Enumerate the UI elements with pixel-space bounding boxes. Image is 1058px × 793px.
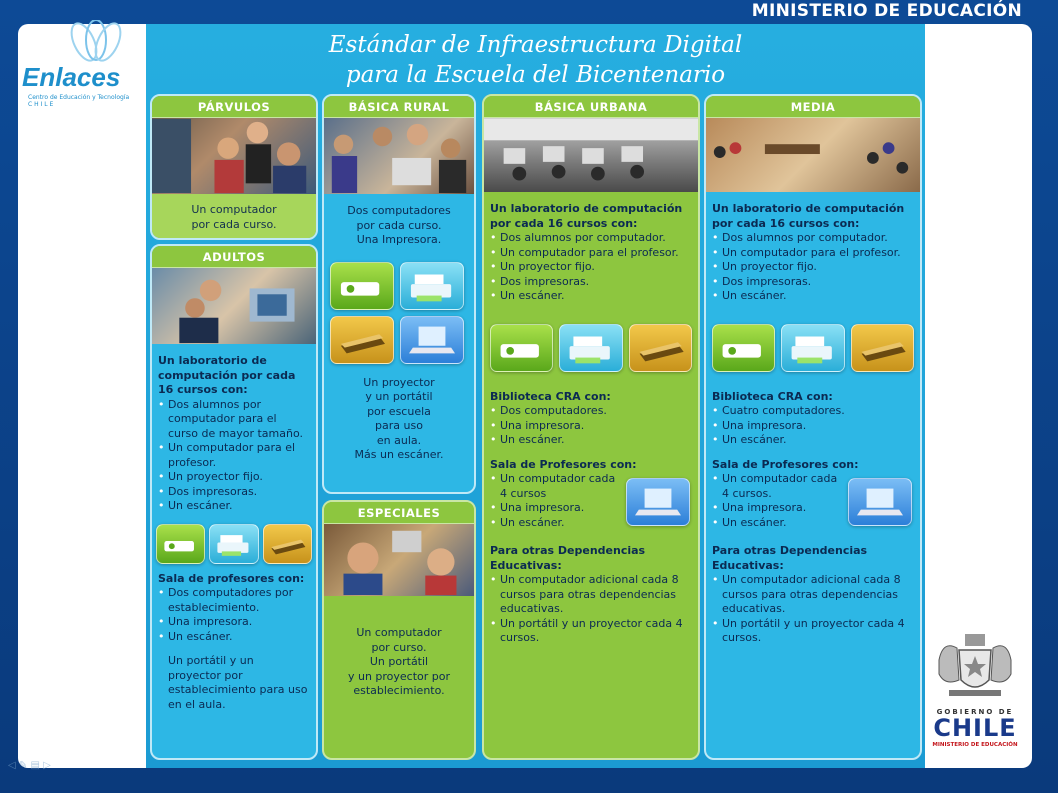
list-item: • Dos computadores por establecimiento. bbox=[158, 586, 310, 615]
scanner-icon bbox=[263, 524, 312, 564]
list-item: • Dos impresoras. bbox=[712, 275, 914, 290]
urbana-cra-list bbox=[490, 404, 692, 448]
especiales-text bbox=[324, 596, 474, 699]
adultos-sala-title: Sala de profesores con: bbox=[158, 571, 305, 585]
poster-title-line1: Estándar de Infraestructura Digital bbox=[328, 32, 743, 58]
list-item: • Un portátil y un proyector cada 4 cursos. bbox=[712, 617, 914, 646]
card-header: PÁRVULOS bbox=[152, 96, 316, 118]
rural-bottom-text bbox=[324, 364, 474, 463]
list-item: • Un proyector fijo. bbox=[712, 260, 914, 275]
rural-text-line: por escuela bbox=[367, 404, 431, 418]
especiales-text-line: por curso. bbox=[371, 640, 427, 654]
projector-icon bbox=[330, 262, 394, 310]
list-item: • Un escáner. bbox=[490, 433, 692, 448]
poster-title-line2: para la Escuela del Bicentenario bbox=[345, 62, 726, 88]
urbana-otras-list bbox=[490, 573, 692, 646]
media-lab-section bbox=[706, 192, 920, 304]
adultos-lab-title: Un laboratorio de computación por cada 16 cursos con: bbox=[158, 354, 296, 396]
media-sala-title: Sala de Profesores con: bbox=[712, 457, 859, 471]
rural-text-line: Un proyector bbox=[363, 375, 435, 389]
rural-equipment-icons bbox=[324, 248, 474, 364]
list-item: • Un escáner. bbox=[712, 516, 840, 531]
rural-text-line: Más un escáner. bbox=[354, 448, 444, 461]
card-header: BÁSICA RURAL bbox=[324, 96, 474, 118]
list-item: • Dos alumnos por computador. bbox=[490, 231, 692, 246]
list-item: • Un escáner. bbox=[490, 289, 692, 304]
media-equipment-icons bbox=[706, 304, 920, 372]
ministerio-small-label: MINISTERIO DE EDUCACIÓN bbox=[932, 742, 1018, 748]
enlaces-logo bbox=[6, 12, 142, 108]
list-item: • Un escáner. bbox=[712, 433, 914, 448]
enlaces-petal-logo-icon bbox=[64, 20, 124, 64]
especiales-text-line: y un proyector por bbox=[347, 669, 451, 683]
logo-name: Enlaces bbox=[22, 62, 121, 92]
classroom-photo bbox=[324, 524, 474, 596]
rural-top-text bbox=[324, 194, 474, 248]
scanner-icon bbox=[330, 316, 394, 364]
secondary-classroom-image bbox=[706, 118, 920, 192]
scanner-icon bbox=[851, 324, 914, 372]
adultos-sala-list bbox=[158, 586, 310, 644]
urbana-otras-section bbox=[484, 530, 698, 646]
card-adultos bbox=[150, 244, 318, 760]
ministry-header: MINISTERIO DE EDUCACIÓN bbox=[751, 1, 1022, 21]
chile-coat-of-arms-icon bbox=[929, 630, 1021, 700]
adultos-equipment-icons bbox=[152, 514, 316, 564]
adults-computer-image bbox=[152, 268, 316, 344]
media-otras-title: Para otras Dependencias Educativas: bbox=[712, 544, 868, 572]
printer-icon bbox=[400, 262, 464, 310]
list-item: • Un computador para el profesor. bbox=[490, 246, 692, 261]
rural-text-line: y un portátil bbox=[365, 390, 433, 403]
list-item: • Dos impresoras. bbox=[158, 485, 310, 500]
urbana-sala-title: Sala de Profesores con: bbox=[490, 457, 637, 471]
parvulos-text-panel bbox=[152, 194, 316, 238]
printer-icon bbox=[559, 324, 622, 372]
urbana-lab-title: Un laboratorio de computación por cada 16 cursos con: bbox=[490, 202, 683, 230]
adultos-extra-text: Un portátil y un proyector por establecimiento para uso en el aula. bbox=[168, 654, 308, 711]
rural-text-line: en aula. bbox=[376, 433, 422, 447]
media-cra-title: Biblioteca CRA con: bbox=[712, 389, 833, 403]
especiales-text-line: Un portátil bbox=[369, 655, 429, 668]
especiales-text-line: establecimiento. bbox=[353, 684, 445, 697]
slide-navigation-controls[interactable] bbox=[8, 760, 51, 771]
classroom-photo bbox=[324, 118, 474, 194]
card-header: BÁSICA URBANA bbox=[484, 96, 698, 118]
prev-slide-icon[interactable]: ◁ bbox=[8, 760, 16, 771]
classroom-photo bbox=[484, 118, 698, 192]
list-item: • Un escáner. bbox=[158, 499, 310, 514]
list-item: • Dos alumnos por computador. bbox=[712, 231, 914, 246]
chile-label: CHILE bbox=[933, 714, 1017, 742]
parvulos-line1: Un computador bbox=[191, 203, 277, 216]
projector-icon bbox=[712, 324, 775, 372]
urbana-sala-section bbox=[484, 448, 698, 531]
list-item: • Un escáner. bbox=[158, 630, 310, 645]
classroom-photo bbox=[706, 118, 920, 192]
projector-icon bbox=[490, 324, 553, 372]
adultos-sala-section bbox=[152, 564, 316, 713]
laptop-icon bbox=[400, 316, 464, 364]
urbana-cra-section bbox=[484, 372, 698, 448]
rural-classroom-image bbox=[324, 118, 474, 194]
card-basica-urbana bbox=[482, 94, 700, 760]
list-item: • Una impresora. bbox=[490, 419, 692, 434]
list-item: • Un proyector fijo. bbox=[158, 470, 310, 485]
printer-icon bbox=[781, 324, 844, 372]
menu-icon[interactable]: ▤ bbox=[30, 760, 40, 771]
poster-title bbox=[146, 30, 925, 90]
adultos-lab-section bbox=[152, 344, 316, 514]
adultos-lab-list bbox=[158, 398, 310, 514]
card-header: ESPECIALES bbox=[324, 502, 474, 524]
list-item: • Una impresora. bbox=[712, 419, 914, 434]
list-item: • Un proyector fijo. bbox=[490, 260, 692, 275]
rural-text-line: para uso bbox=[375, 419, 423, 432]
projector-icon bbox=[156, 524, 205, 564]
media-cra-section bbox=[706, 372, 920, 448]
pen-icon[interactable]: ✎ bbox=[18, 760, 28, 771]
parvulos-line2: por cada curso. bbox=[191, 217, 277, 231]
media-sala-list bbox=[712, 472, 840, 530]
list-item: • Un escáner. bbox=[712, 289, 914, 304]
list-item: • Un portátil y un proyector cada 4 cursos. bbox=[490, 617, 692, 646]
next-slide-icon[interactable]: ▷ bbox=[43, 760, 51, 771]
scanner-icon bbox=[629, 324, 692, 372]
rural-text-line: Dos computadores bbox=[347, 204, 451, 217]
list-item: • Un computador cada 4 cursos bbox=[490, 472, 618, 501]
media-cra-list bbox=[712, 404, 914, 448]
card-header: MEDIA bbox=[706, 96, 920, 118]
list-item: • Un computador adicional cada 8 cursos para otras dependencias educativas. bbox=[712, 573, 914, 617]
rural-text-line: Una Impresora. bbox=[356, 233, 442, 246]
urbana-equipment-icons bbox=[484, 304, 698, 372]
list-item: • Cuatro computadores. bbox=[712, 404, 914, 419]
media-otras-list bbox=[712, 573, 914, 646]
rural-text-line: por cada curso. bbox=[356, 218, 442, 232]
list-item: • Un computador cada 4 cursos. bbox=[712, 472, 840, 501]
list-item: • Dos computadores. bbox=[490, 404, 692, 419]
urbana-lab-list bbox=[490, 231, 692, 304]
list-item: • Una impresora. bbox=[712, 501, 840, 516]
children-computer-image bbox=[152, 118, 316, 194]
media-sala-section bbox=[706, 448, 920, 531]
list-item: • Una impresora. bbox=[158, 615, 310, 630]
card-media bbox=[704, 94, 922, 760]
especiales-text-line: Un computador bbox=[356, 626, 442, 639]
card-basica-rural bbox=[322, 94, 476, 494]
computer-lab-image bbox=[484, 118, 698, 192]
card-especiales bbox=[322, 500, 476, 760]
media-otras-section bbox=[706, 530, 920, 646]
list-item: • Un computador para el profesor. bbox=[712, 246, 914, 261]
classroom-photo bbox=[152, 118, 316, 194]
infrastructure-poster bbox=[146, 24, 925, 768]
urbana-lab-section bbox=[484, 192, 698, 304]
laptop-icon bbox=[626, 478, 690, 526]
classroom-photo bbox=[152, 268, 316, 344]
gobierno-label: GOBIERNO DE bbox=[936, 708, 1014, 716]
card-header: ADULTOS bbox=[152, 246, 316, 268]
urbana-sala-list bbox=[490, 472, 618, 530]
card-parvulos bbox=[150, 94, 318, 240]
list-item: • Dos impresoras. bbox=[490, 275, 692, 290]
list-item: • Un computador adicional cada 8 cursos para otras dependencias educativas. bbox=[490, 573, 692, 617]
urbana-cra-title: Biblioteca CRA con: bbox=[490, 389, 611, 403]
logo-subtitle: Centro de Educación y Tecnología C H I L E bbox=[28, 94, 130, 108]
special-needs-children-image bbox=[324, 524, 474, 596]
list-item: • Un computador para el profesor. bbox=[158, 441, 310, 470]
media-lab-list bbox=[712, 231, 914, 304]
media-lab-title: Un laboratorio de computación por cada 16 cursos con: bbox=[712, 202, 905, 230]
laptop-icon bbox=[848, 478, 912, 526]
list-item: • Un escáner. bbox=[490, 516, 618, 531]
urbana-otras-title: Para otras Dependencias Educativas: bbox=[490, 544, 646, 572]
list-item: • Dos alumnos por computador para el curso de mayor tamaño. bbox=[158, 398, 310, 442]
list-item: • Una impresora. bbox=[490, 501, 618, 516]
printer-icon bbox=[209, 524, 258, 564]
